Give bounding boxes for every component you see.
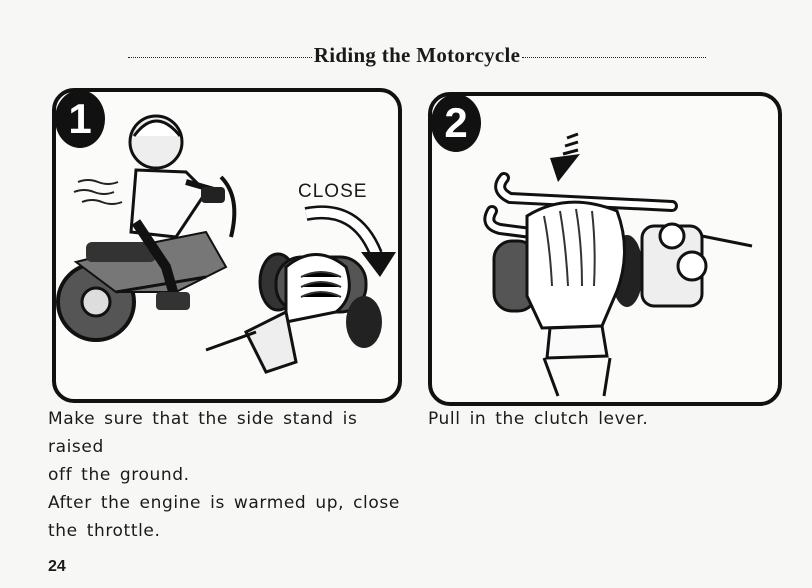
header-rule-right bbox=[522, 57, 706, 58]
page-number: 24 bbox=[48, 558, 66, 575]
header-rule-left bbox=[128, 57, 312, 58]
caption-line: Make sure that the side stand is raised bbox=[48, 409, 358, 457]
step-1-caption bbox=[48, 405, 418, 545]
rider-throttle-drawing bbox=[56, 92, 398, 399]
close-callout-label: CLOSE bbox=[298, 181, 368, 202]
step-2-illustration bbox=[428, 92, 782, 406]
step-number-badge: 1 bbox=[55, 90, 105, 148]
caption-line: After the engine is warmed up, close bbox=[48, 493, 400, 513]
step-2-caption bbox=[428, 405, 788, 433]
page-title: Riding the Motorcycle bbox=[313, 42, 521, 67]
page-header bbox=[128, 40, 706, 70]
clutch-lever-drawing bbox=[432, 96, 778, 402]
caption-line: off the ground. bbox=[48, 465, 190, 485]
caption-line: the throttle. bbox=[48, 521, 161, 541]
step-1-illustration bbox=[52, 88, 402, 403]
caption-line: Pull in the clutch lever. bbox=[428, 409, 649, 429]
step-number-badge: 2 bbox=[431, 94, 481, 152]
